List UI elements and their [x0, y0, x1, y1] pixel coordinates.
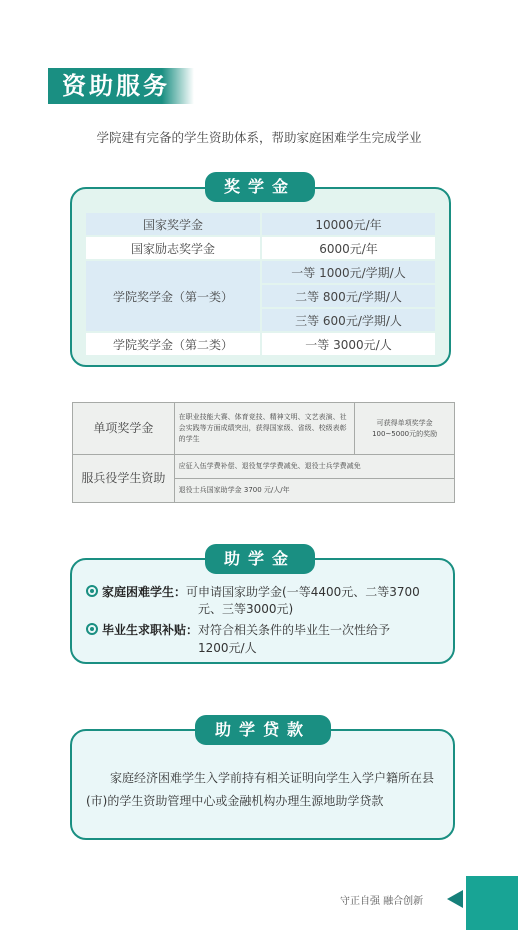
- footer-slogan: 守正自强 融合创新: [340, 896, 424, 907]
- scholarship-amount: 三等 600元/学期/人: [261, 308, 435, 332]
- grant-item-label: 毕业生求职补贴：: [102, 623, 199, 637]
- page-title: 资助服务: [48, 68, 194, 104]
- single-scholarship-award: 可获得单项奖学金100~5000元的奖励: [355, 403, 455, 455]
- scholarship-name: 学院奖学金（第二类）: [86, 332, 261, 356]
- military-aid-label: 服兵役学生资助: [73, 455, 175, 503]
- table-row: [86, 213, 435, 236]
- bullet-icon: [86, 623, 98, 635]
- scholarship-name: 学院奖学金（第一类）: [86, 260, 261, 332]
- grant-item-text: 对符合相关条件的毕业生一次性给予: [198, 623, 391, 637]
- scholarship-table: [86, 213, 435, 357]
- single-scholarship-label: 单项奖学金: [73, 403, 175, 455]
- table-row: [73, 403, 455, 455]
- table-row: [86, 260, 435, 284]
- table-row: [86, 236, 435, 260]
- single-scholarship-desc: 在职业技能大赛、体育竞技、精神文明、文艺表演、社会实践等方面成绩突出，获得国家级、省级、校级表彰的学生: [174, 403, 355, 455]
- table-row: [86, 332, 435, 356]
- grant-item-poverty: [86, 584, 446, 601]
- military-aid-line: 退役士兵国家助学金 3700 元/人/年: [174, 479, 454, 503]
- military-aid-line: 应征入伍学费补偿、退役复学学费减免、退役士兵学费减免: [174, 455, 454, 479]
- bullet-icon: [86, 585, 98, 597]
- loan-text: 家庭经济困难学生入学前持有相关证明向学生入学户籍所在县(市)的学生资助管理中心或金融机构办理生源地助学贷款: [86, 771, 435, 808]
- scholarship-amount: 一等 3000元/人: [261, 332, 435, 356]
- loan-tag: 助学贷款: [197, 717, 329, 743]
- scholarship-name: 国家奖学金: [86, 213, 261, 236]
- scholarship-amount: 一等 1000元/学期/人: [261, 260, 435, 284]
- arrow-left-icon: [447, 890, 463, 908]
- grant-item-text: 可申请国家助学金(一等4400元、二等3700: [186, 585, 420, 599]
- grant-tag: 助学金: [207, 546, 313, 572]
- grant-item-label: 家庭困难学生：: [102, 585, 187, 599]
- intro-text: 学院建有完备的学生资助体系，帮助家庭困难学生完成学业: [96, 130, 422, 145]
- scholarship-name: 国家励志奖学金: [86, 236, 261, 260]
- scholarship-amount: 10000元/年: [261, 213, 435, 236]
- grant-item-job: [86, 622, 446, 639]
- table-row: [73, 455, 455, 479]
- scholarship-amount: 二等 800元/学期/人: [261, 284, 435, 308]
- scholarship-tag: 奖学金: [207, 174, 313, 200]
- special-aid-table: [72, 402, 455, 503]
- footer-decoration: [466, 876, 518, 930]
- grant-item-poverty-cont: 元、三等3000元): [198, 602, 294, 616]
- scholarship-amount: 6000元/年: [261, 236, 435, 260]
- grant-item-job-cont: 1200元/人: [198, 641, 257, 655]
